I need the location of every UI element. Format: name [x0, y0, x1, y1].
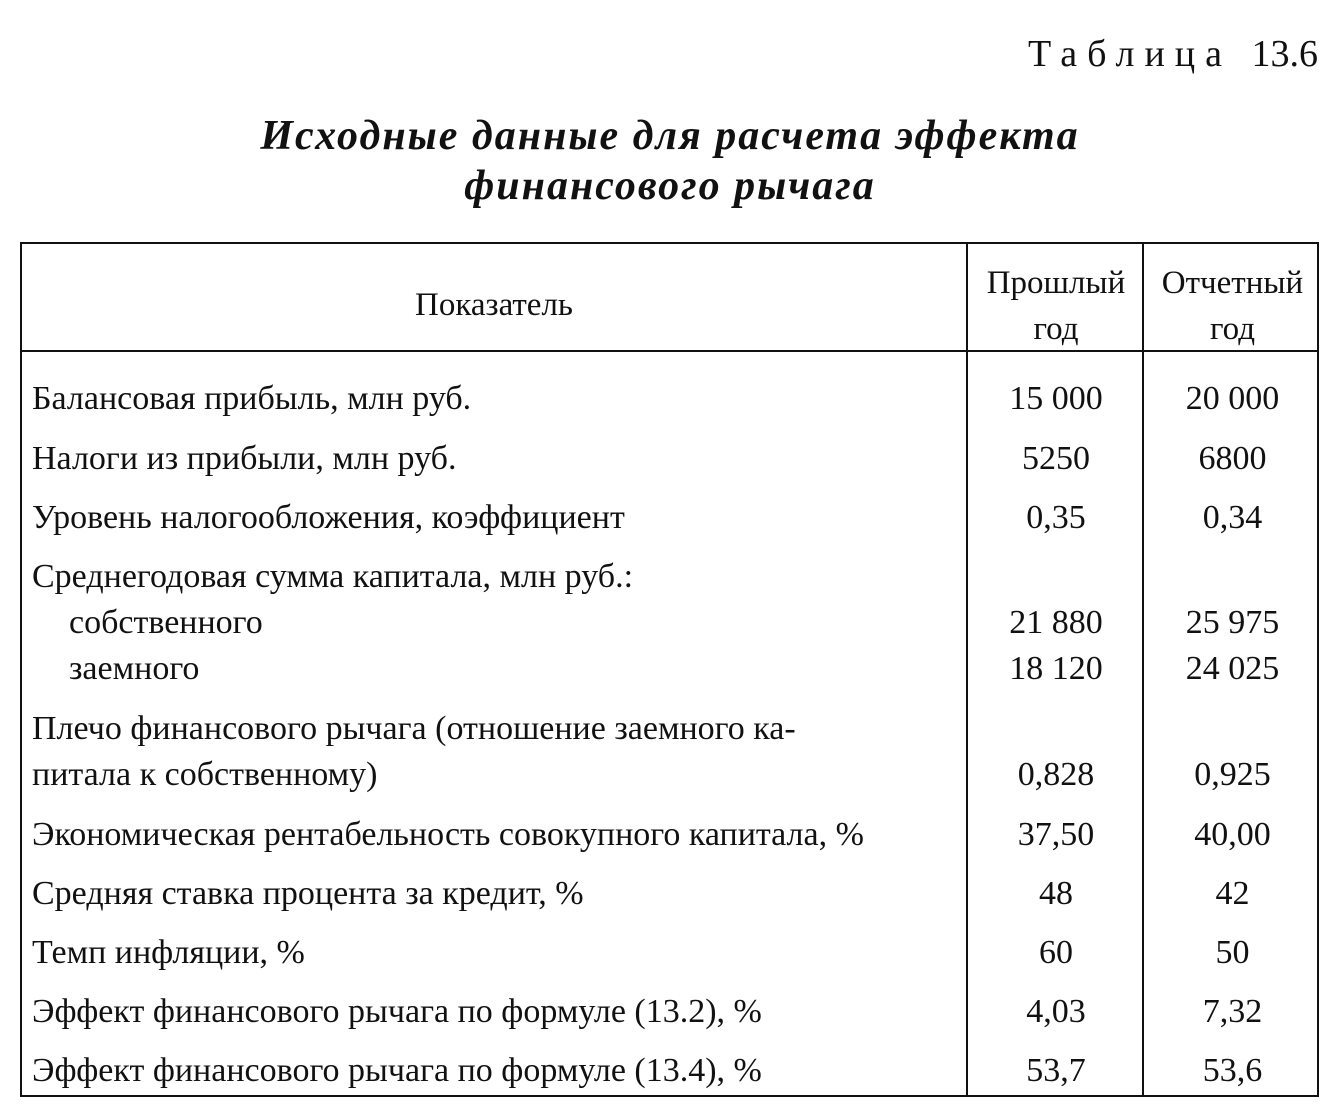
row-prev-value: 37,50	[1017, 816, 1095, 853]
row-curr-value: 20 000	[1185, 380, 1280, 417]
row-label: заемного	[69, 650, 200, 687]
header-current-year-line1: Отчетный	[1161, 265, 1304, 301]
table-title-line-2: финансового рычага	[464, 163, 876, 209]
row-label: Балансовая прибыль, млн руб.	[32, 380, 472, 417]
table-title-line-1: Исходные данные для расчета эффекта	[260, 113, 1080, 159]
row-label: Средняя ставка процента за кредит, %	[32, 875, 584, 912]
row-prev-value: 18 120	[1009, 650, 1103, 687]
header-indicator: Показатель	[415, 287, 573, 323]
header-prev-year-line2: год	[1033, 311, 1079, 347]
row-label: Плечо финансового рычага (отношение заемного ка-	[32, 710, 796, 747]
row-curr-value: 0,34	[1202, 499, 1263, 536]
row-prev-value: 60	[1039, 934, 1073, 971]
header-current-year-line2: год	[1209, 311, 1256, 347]
row-curr-value: 6800	[1198, 440, 1267, 477]
row-curr-value: 25 975	[1185, 604, 1280, 641]
row-curr-value: 40,00	[1194, 816, 1271, 853]
row-label: Экономическая рентабельность совокупного капитала, %	[32, 816, 864, 853]
row-label: Эффект финансового рычага по формуле (13.2), %	[32, 993, 762, 1030]
row-curr-value: 24 025	[1185, 650, 1280, 687]
table-number-label	[1028, 32, 1318, 76]
row-curr-value: 53,6	[1202, 1052, 1263, 1089]
row-prev-value: 5250	[1022, 440, 1090, 477]
row-prev-value: 21 880	[1009, 604, 1103, 641]
row-prev-value: 0,35	[1026, 499, 1086, 536]
row-curr-value: 7,32	[1202, 993, 1263, 1030]
header-prev-year	[968, 260, 1144, 352]
row-label: Темп инфляции, %	[32, 934, 305, 971]
row-curr-value: 0,925	[1194, 756, 1271, 793]
table-label-number: 13.6	[1251, 33, 1318, 75]
data-table	[20, 242, 1319, 1097]
row-prev-value: 53,7	[1026, 1052, 1086, 1089]
table-label-word: Таблица	[1027, 33, 1232, 75]
row-curr-value: 50	[1215, 934, 1250, 971]
row-prev-value: 15 000	[1009, 380, 1103, 417]
row-label: Среднегодовая сумма капитала, млн руб.:	[32, 558, 634, 595]
row-prev-value: 48	[1039, 875, 1073, 912]
row-prev-value: 4,03	[1026, 993, 1086, 1030]
row-label: Уровень налогообложения, коэффициент	[32, 499, 625, 536]
row-curr-value: 42	[1215, 875, 1250, 912]
row-label: собственного	[69, 604, 263, 641]
row-prev-value: 0,828	[1017, 756, 1095, 793]
header-prev-year-line1: Прошлый	[986, 265, 1126, 301]
row-label: Налоги из прибыли, млн руб.	[32, 440, 457, 477]
header-current-year	[1144, 260, 1321, 352]
row-label: Эффект финансового рычага по формуле (13.4), %	[32, 1052, 762, 1089]
row-label: питала к собственному)	[32, 756, 378, 793]
